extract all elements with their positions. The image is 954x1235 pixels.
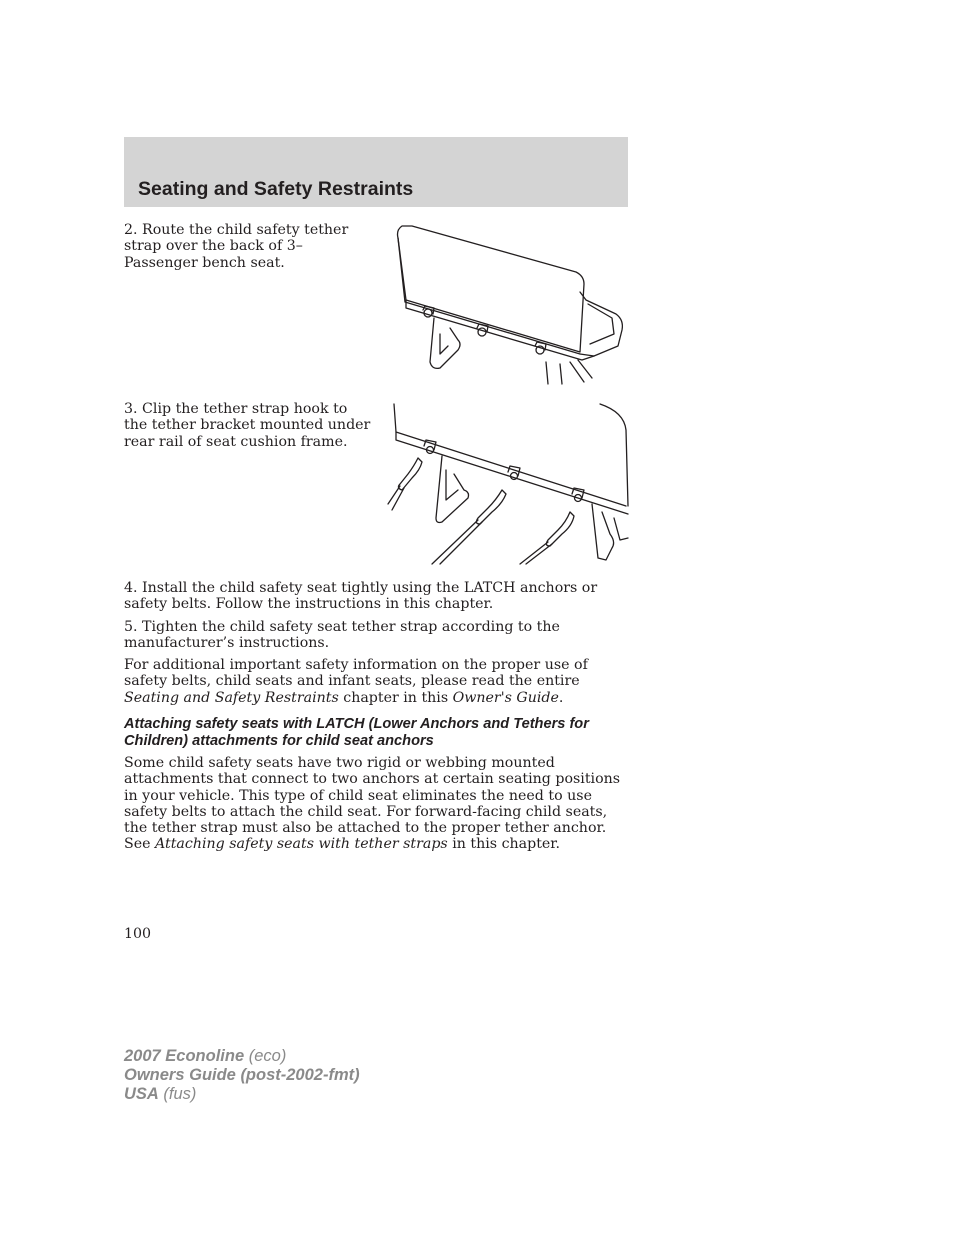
section-header-band <box>124 137 628 207</box>
step-3-text: 3. Clip the tether strap hook to the tether bracket mounted under rear rail of seat cushion frame. <box>124 401 371 450</box>
step-4-text: 4. Install the child safety seat tightly using the LATCH anchors or safety belts. Follow the instructions in this chapter. <box>124 580 598 613</box>
document-footer <box>124 1047 360 1104</box>
step-5-text: 5. Tighten the child safety seat tether strap according to the manufacturer’s instructions. <box>124 619 560 652</box>
latch-section-heading: Attaching safety seats with LATCH (Lower Anchors and Tethers for Children) attachments for child seat anchors <box>124 716 589 749</box>
guide-reference: Owner's Guide <box>452 689 559 706</box>
footer-line-guide: Owners Guide (post-2002-fmt) <box>124 1066 360 1084</box>
section-title: Seating and Safety Restraints <box>138 178 414 200</box>
section-cross-reference: Attaching safety seats with tether straps <box>155 836 448 853</box>
bench-seat-tether-illustration <box>384 222 630 388</box>
safety-info-paragraph: For additional important safety information on the proper use of safety belts, child seats and infant seats, please read the entire Seating and Safety Restraints chapter in this Owner's Guide. <box>124 657 588 706</box>
tether-hook-clip-illustration <box>384 400 630 566</box>
step-2-text: 2. Route the child safety tether strap over the back of 3–Passenger bench seat. <box>124 222 349 271</box>
latch-section-body: Some child safety seats have two rigid or webbing mounted attachments that connect to two anchors at certain seating positions in your vehicle. This type of child seat eliminates the need to use safety belts to attach the child seat. For forward-facing child seats, the tether strap must also be attached to the proper tether anchor. See Attaching safety seats with tether straps in this chapter. <box>124 755 621 853</box>
page-number: 100 <box>124 926 152 942</box>
chapter-reference: Seating and Safety Restraints <box>124 689 339 706</box>
footer-line-market: USA (fus) <box>124 1085 197 1103</box>
footer-line-model: 2007 Econoline (eco) <box>124 1047 287 1065</box>
